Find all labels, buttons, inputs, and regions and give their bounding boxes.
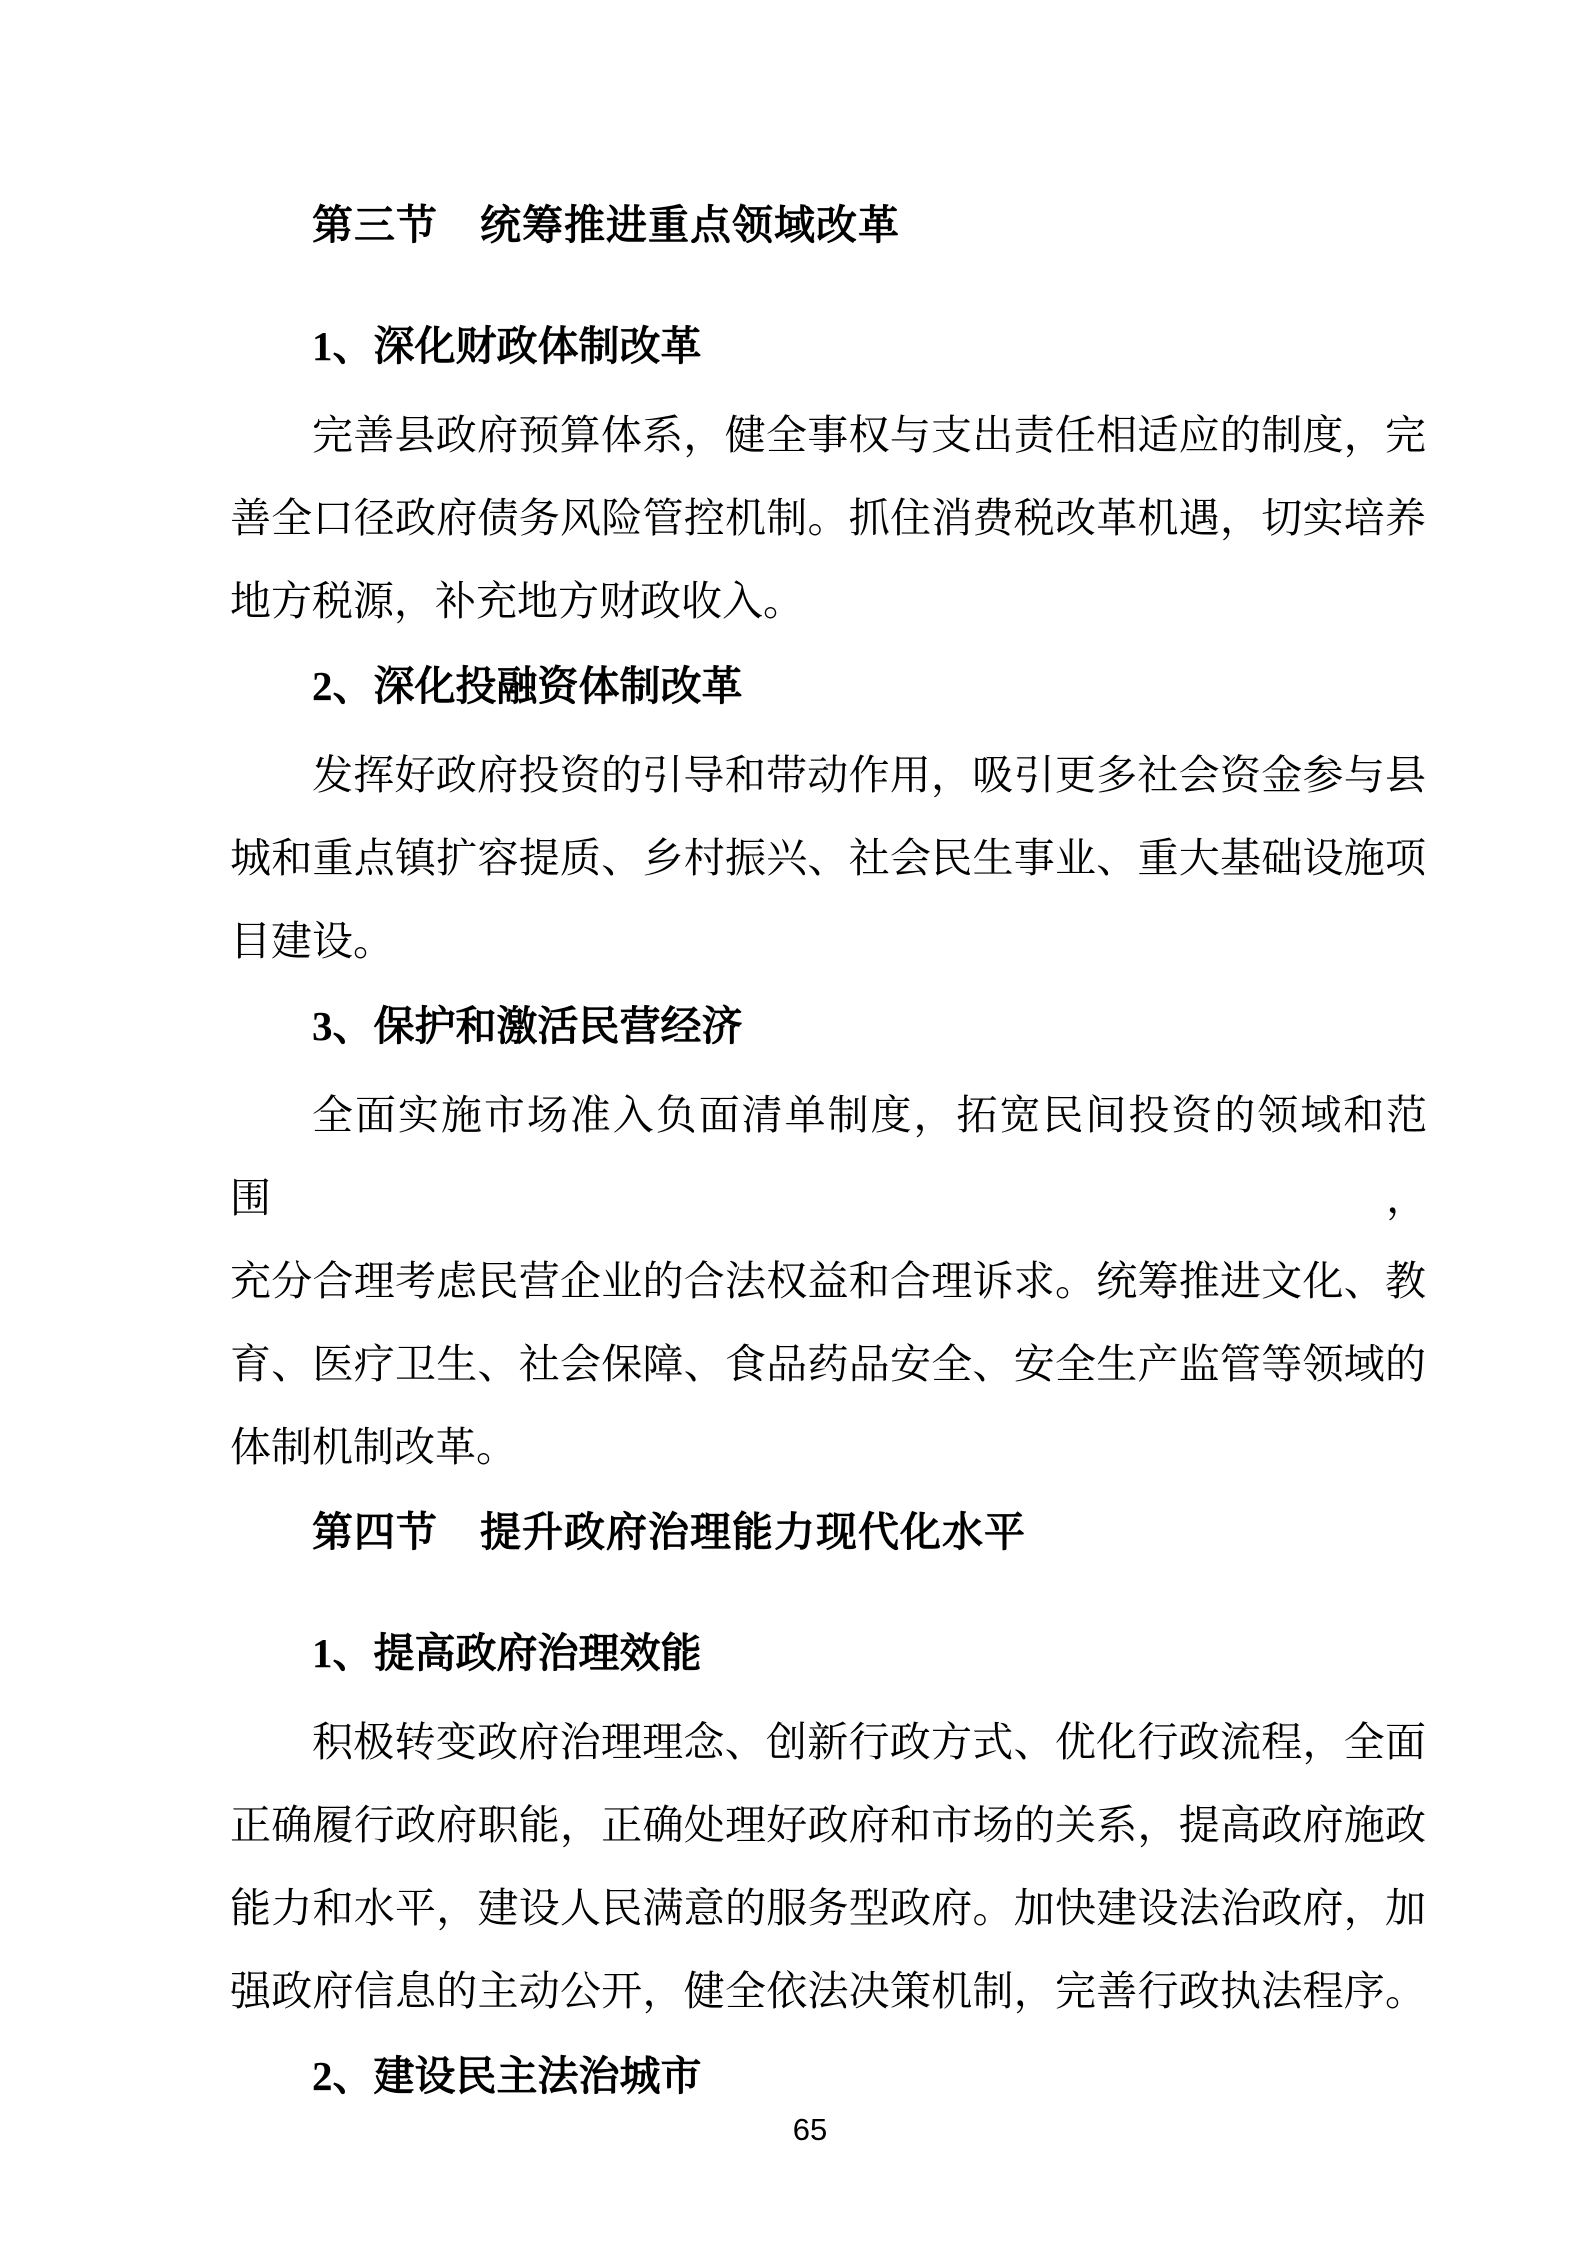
para-line: 地方税源，补充地方财政收入。 [230, 578, 804, 624]
para-line: 强政府信息的主动公开，健全依法决策机制，完善行政执法程序。 [230, 1968, 1426, 2014]
para-line: 发挥好政府投资的引导和带动作用，吸引更多社会资金参与县 [312, 752, 1426, 798]
paragraph [230, 734, 1426, 983]
para-line: 正确履行政府职能，正确处理好政府和市场的关系，提高政府施政 [230, 1802, 1426, 1848]
section-heading-3: 第三节 统筹推进重点领域改革 [312, 202, 900, 248]
paragraph [230, 394, 1426, 643]
paragraph [230, 1701, 1426, 2033]
para-line: 育、医疗卫生、社会保障、食品药品安全、安全生产监管等领域的 [230, 1341, 1426, 1387]
para-line: 全面实施市场准入负面清单制度，拓宽民间投资的领域和范围， [230, 1092, 1426, 1221]
subsection-heading-5: 2、建设民主法治城市 [312, 2053, 702, 2099]
paragraph [230, 1074, 1426, 1489]
para-line: 能力和水平，建设人民满意的服务型政府。加快建设法治政府，加 [230, 1885, 1426, 1931]
para-line: 完善县政府预算体系，健全事权与支出责任相适应的制度，完 [312, 412, 1426, 458]
subsection-heading-1: 1、深化财政体制改革 [312, 323, 702, 369]
para-line: 充分合理考虑民营企业的合法权益和合理诉求。统筹推进文化、教 [230, 1258, 1426, 1304]
para-line: 善全口径政府债务风险管控机制。抓住消费税改革机遇，切实培养 [230, 495, 1426, 541]
subsection-heading-2: 2、深化投融资体制改革 [312, 663, 743, 709]
para-line: 目建设。 [230, 918, 394, 964]
section-heading-4: 第四节 提升政府治理能力现代化水平 [312, 1509, 1026, 1555]
para-line: 体制机制改革。 [230, 1424, 517, 1470]
page-number: 65 [792, 2112, 828, 2147]
para-line: 城和重点镇扩容提质、乡村振兴、社会民生事业、重大基础设施项 [230, 835, 1426, 881]
page-content [230, 0, 1426, 2118]
subsection-heading-4: 1、提高政府治理效能 [312, 1630, 702, 1676]
para-line: 积极转变政府治理理念、创新行政方式、优化行政流程，全面 [312, 1719, 1426, 1765]
subsection-heading-3: 3、保护和激活民营经济 [312, 1003, 743, 1049]
